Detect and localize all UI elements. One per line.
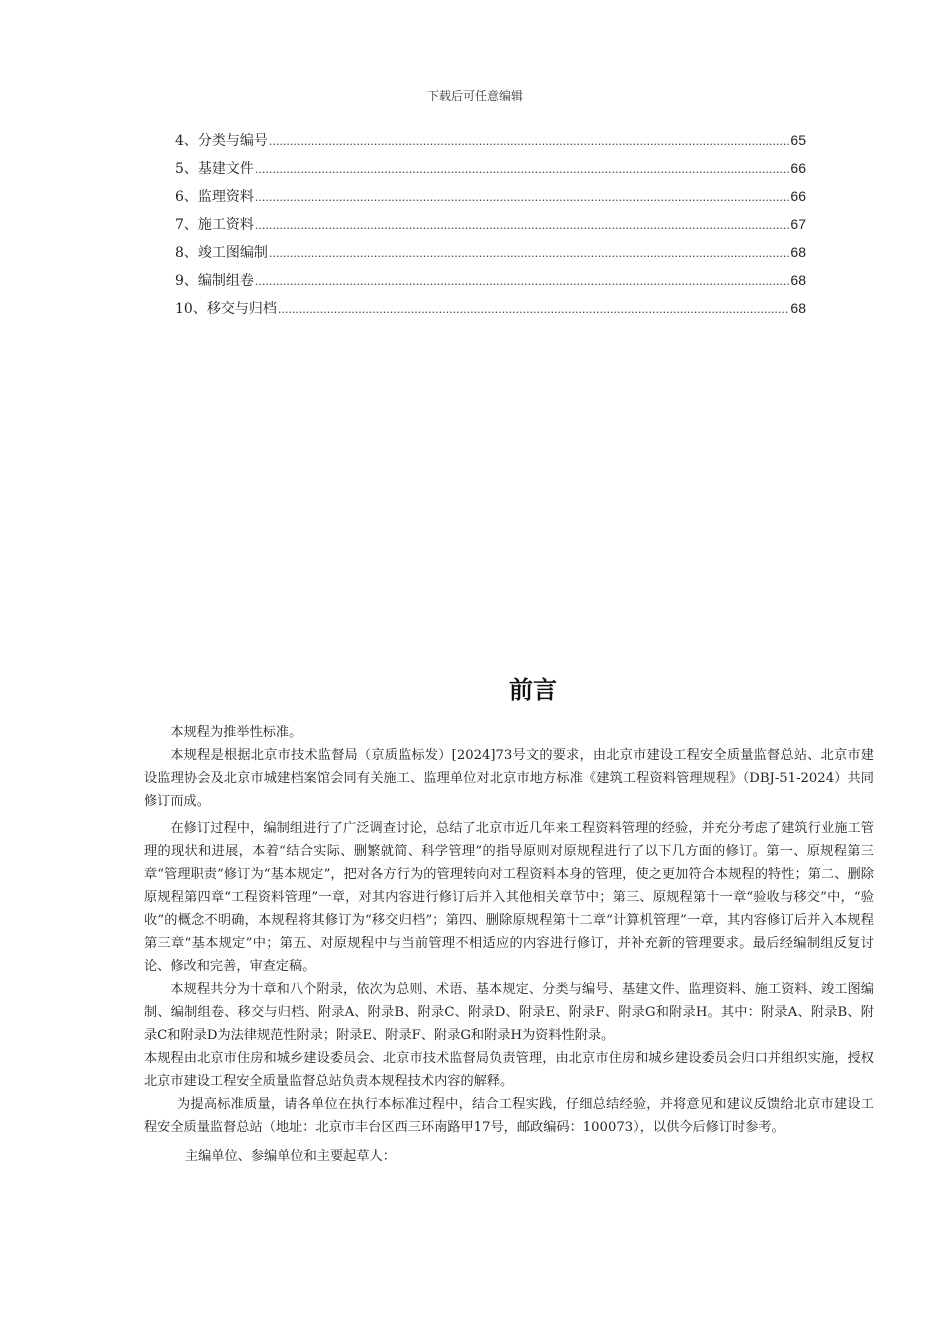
toc-entry-page: 68 xyxy=(790,272,806,288)
toc-entry[interactable] xyxy=(175,158,806,186)
preface-paragraph: 为提高标准质量，请各单位在执行本标准过程中，结合工程实践，仔细总结经验，并将意见和建议反馈给北京市建设工程安全质量监督总站（地址：北京市丰台区西三环南路甲17号，邮政编码：100073），以供今后修订时参考。 xyxy=(144,1097,874,1135)
toc-entry-page: 68 xyxy=(790,244,806,260)
toc-leader-dots xyxy=(255,191,790,204)
page-header: 下载后可任意编辑 xyxy=(426,89,523,103)
toc-entry-label: 8、竣工图编制 xyxy=(175,245,268,261)
toc-entry-page: 65 xyxy=(790,132,806,148)
toc-entry[interactable] xyxy=(175,186,806,214)
toc-entry-label: 6、监理资料 xyxy=(175,189,254,205)
toc-entry-label: 7、施工资料 xyxy=(175,217,254,233)
toc-entry[interactable] xyxy=(175,270,806,298)
toc-entry-page: 67 xyxy=(790,216,806,232)
toc-entry[interactable] xyxy=(175,298,806,326)
table-of-contents xyxy=(175,130,806,326)
toc-entry-page: 66 xyxy=(790,160,806,176)
toc-entry-label: 5、基建文件 xyxy=(175,161,254,177)
preface-paragraph: 本规程是根据北京市技术监督局（京质监标发）[2024]73号文的要求，由北京市建设工程安全质量监督总站、北京市建设监理协会及北京市城建档案馆会同有关施工、监理单位对北京市地方标准《建筑工程资料管理规程》（DBJ-51-2024）共同修订而成。 xyxy=(144,748,874,809)
toc-leader-dots xyxy=(255,163,790,176)
toc-entry[interactable] xyxy=(175,242,806,270)
toc-entry-label: 4、分类与编号 xyxy=(175,133,268,149)
preface-title: 前言 xyxy=(509,675,557,704)
toc-leader-dots xyxy=(269,247,790,260)
toc-entry[interactable] xyxy=(175,130,806,158)
preface-paragraph: 本规程共分为十章和八个附录，依次为总则、术语、基本规定、分类与编号、基建文件、监理资料、施工资料、竣工图编制、编制组卷、移交与归档、附录A、附录B、附录C、附录D、附录E、附录F、附录G和附录H。其中：附录A、附录B、附录C和附录D为法律规范性附录；附录E、附录F、附录G和附录H为资料性附录。 xyxy=(144,982,874,1043)
toc-entry-label: 9、编制组卷 xyxy=(175,273,254,289)
toc-entry-page: 66 xyxy=(790,188,806,204)
preface-body xyxy=(144,721,874,1168)
preface-paragraph: 本规程由北京市住房和城乡建设委员会、北京市技术监督局负责管理，由北京市住房和城乡建设委员会归口并组织实施，授权北京市建设工程安全质量监督总站负责本规程技术内容的解释。 xyxy=(144,1051,874,1089)
toc-leader-dots xyxy=(255,275,790,288)
preface-paragraph: 本规程为推举性标准。 xyxy=(170,725,303,740)
toc-entry[interactable] xyxy=(175,214,806,242)
toc-leader-dots xyxy=(269,135,790,148)
preface-paragraph: 主编单位、参编单位和主要起草人： xyxy=(184,1149,396,1164)
preface-paragraph: 在修订过程中，编制组进行了广泛调查讨论，总结了北京市近几年来工程资料管理的经验，并充分考虑了建筑行业施工管理的现状和进展，本着“结合实际、删繁就简、科学管理”的指导原则对原规程进行了以下几方面的修订。第一、原规程第三章“管理职责”修订为“基本规定”，把对各方行为的管理转向对工程资料本身的管理，使之更加符合本规程的特性；第二、删除原规程第四章“工程资料管理”一章，对其内容进行修订后并入其他相关章节中；第三、原规程第十一章“验收与移交”中，“验收”的概念不明确，本规程将其修订为“移交归档”；第四、删除原规程第十二章“计算机管理”一章，其内容修订后并入本规程第三章“基本规定”中；第五、对原规程中与当前管理不相适应的内容进行修订，并补充新的管理要求。最后经编制组反复讨论、修改和完善，审查定稿。 xyxy=(144,821,874,974)
toc-leader-dots xyxy=(255,219,790,232)
toc-entry-page: 68 xyxy=(790,300,806,316)
toc-entry-label: 10、移交与归档 xyxy=(175,301,277,317)
toc-leader-dots xyxy=(278,303,790,316)
